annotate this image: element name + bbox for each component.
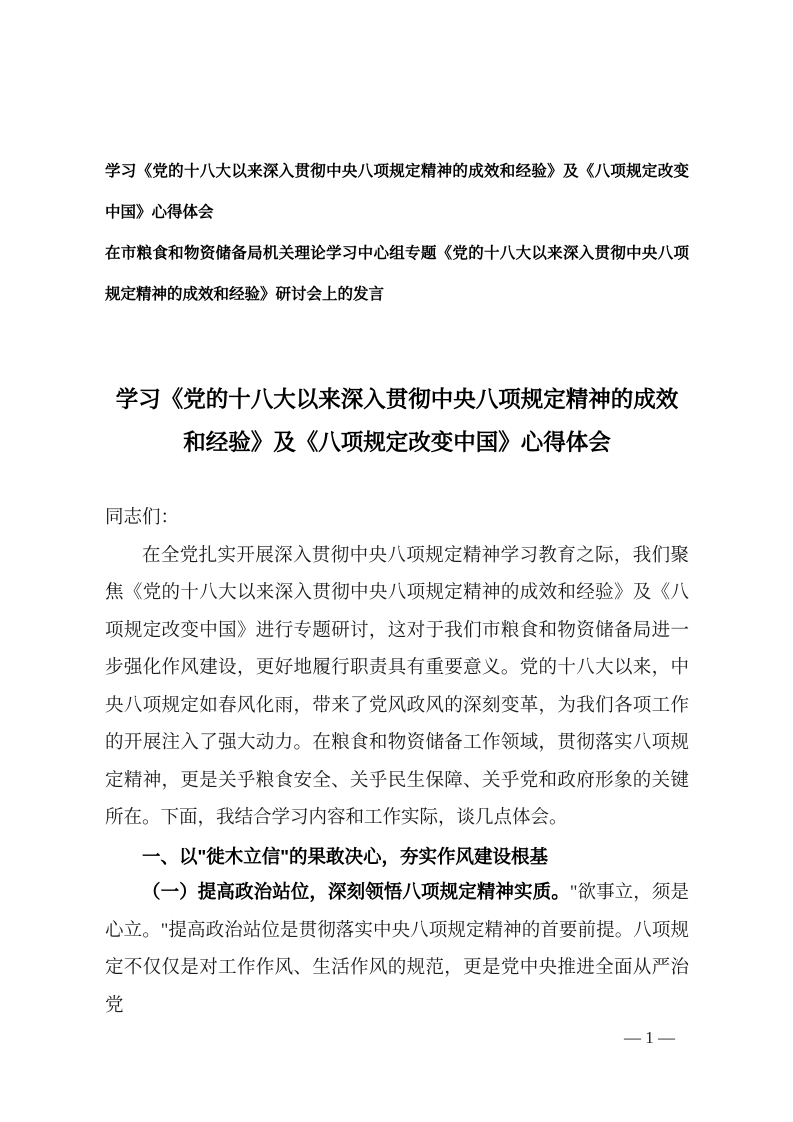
body-paragraph-1: 在全党扎实开展深入贯彻中央八项规定精神学习教育之际，我们聚焦《党的十八大以来深入贯彻中央八项规定精神的成效和经验》及《八项规定改变中国》进行专题研讨，这对于我们市粮食和物资储备局进一步强化作风建设，更好地履行职责具有重要意义。党的十八大以来，中央八项规定如春风化雨，带来了党风政风的深刻变革，为我们各项工作的开展注入了强大动力。在粮食和物资储备工作领域，贯彻落实八项规定精神，更是关乎粮食安全、关乎民生保障、关乎党和政府形象的关键所在。下面，我结合学习内容和工作实际，谈几点体会。 xyxy=(105,545,689,828)
subsection-1-lead: （一）提高政治站位，深刻领悟八项规定精神实质。 xyxy=(142,883,570,903)
section-1-heading: 一、以"徙木立信"的果敢决心，夯实作风建设根基 xyxy=(142,845,549,867)
page-number: — 1 — xyxy=(624,1028,675,1047)
document-header-note xyxy=(105,151,689,315)
header-note-paragraph-1: 学习《党的十八大以来深入贯彻中央八项规定精神的成效和经验》及《八项规定改变中国》心得体会 xyxy=(105,163,689,221)
subsection-1-paragraph xyxy=(105,875,689,1025)
header-note-paragraph-2: 在市粮食和物资储备局机关理论学习中心组专题《党的十八大以来深入贯彻中央八项规定精神的成效和经验》研讨会上的发言 xyxy=(105,245,689,303)
document-content xyxy=(0,151,793,1025)
subsection-1-text: "欲事立，须是心立。"提高政治站位是贯彻落实中央八项规定精神的首要前提。八项规定不仅仅是对工作作风、生活作风的规范，更是党中央推进全面从严治党 xyxy=(105,883,689,1016)
document-title: 学习《党的十八大以来深入贯彻中央八项规定精神的成效和经验》及《八项规定改变中国》心得体会 xyxy=(115,387,679,455)
salutation: 同志们： xyxy=(105,508,180,528)
document-body xyxy=(105,500,689,1025)
